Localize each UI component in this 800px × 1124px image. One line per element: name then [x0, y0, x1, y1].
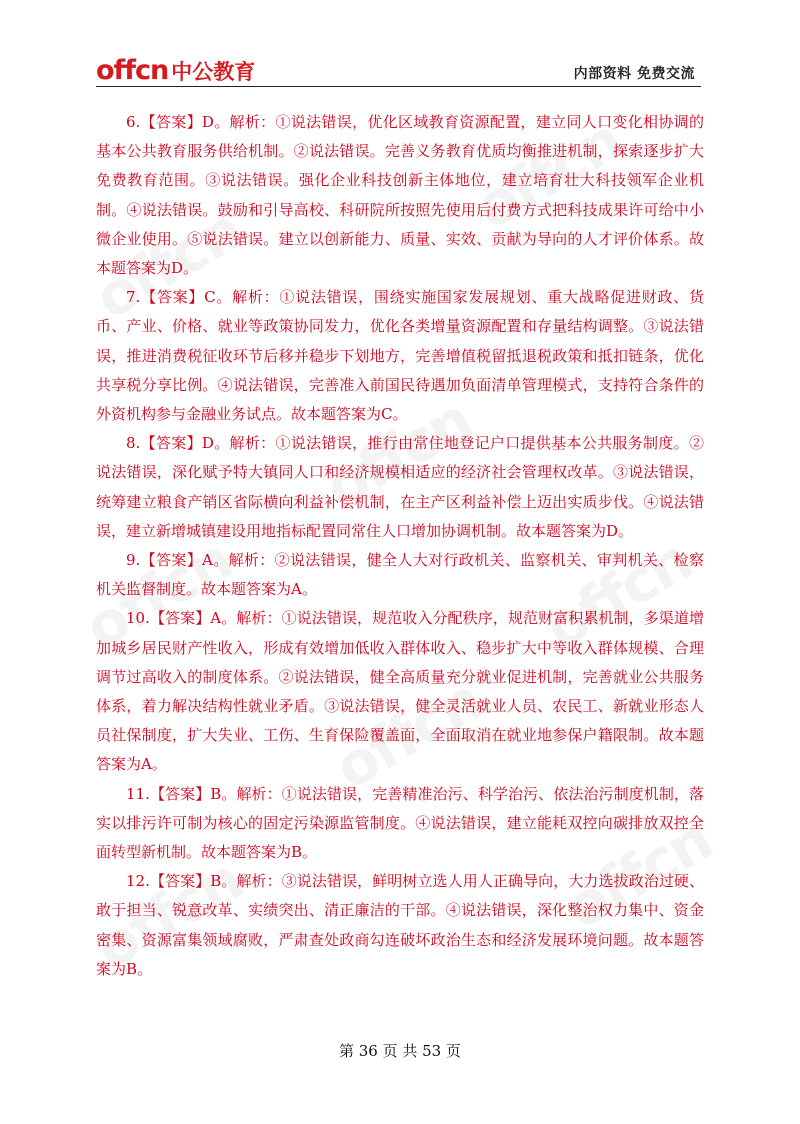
answer-content — [96, 108, 704, 984]
answer-paragraph-10: 10.【答案】A。解析：①说法错误，规范收入分配秩序，规范财富积累机制，多渠道增加城乡居民财产性收入，形成有效增加低收入群体收入、稳步扩大中等收入群体规模、合理调节过高收入的制度体系。②说法错误，健全高质量充分就业促进机制，完善就业公共服务体系，着力解决结构性就业矛盾。③说法错误，健全灵活就业人员、农民工、新就业形态人员社保制度，扩大失业、工伤、生育保险覆盖面，全面取消在就业地参保户籍限制。故本题答案为A。 — [96, 609, 704, 774]
answer-paragraph-11: 11.【答案】B。解析：①说法错误，完善精准治污、科学治污、依法治污制度机制，落实以排污许可制为核心的固定污染源监管制度。④说法错误，建立能耗双控向碳排放双控全面转型新机制。故本题答案为B。 — [96, 784, 704, 862]
answer-paragraph-12: 12.【答案】B。解析：③说法错误，鲜明树立选人用人正确导向，大力选拔政治过硬、敢于担当、锐意改革、实绩突出、清正廉洁的干部。④说法错误，深化整治权力集中、资金密集、资源富集领域腐败，严肃查处政商勾连破坏政治生态和经济发展环境问题。故本题答案为B。 — [96, 872, 704, 978]
page-number: 第 36 页 共 53 页 — [338, 1042, 461, 1060]
answer-paragraph-8: 8.【答案】D。解析：①说法错误，推行由常住地登记户口提供基本公共服务制度。②说法错误，深化赋予特大镇同人口和经济规模相适应的经济社会管理权改革。③说法错误，统筹建立粮食产销区省际横向利益补偿机制，在主产区利益补偿上迈出实质步伐。④说法错误，建立新增城镇建设用地指标配置同常住人口增加协调机制。故本题答案为D。 — [96, 434, 704, 540]
answer-paragraph-6: 6.【答案】D。解析：①说法错误，优化区域教育资源配置，建立同人口变化相协调的基本公共教育服务供给机制。②说法错误。完善义务教育优质均衡推进机制，探索逐步扩大免费教育范围。③说法错误。强化企业科技创新主体地位，建立培育壮大科技领军企业机制。④说法错误。鼓励和引导高校、科研院所按照先使用后付费方式把科技成果许可给中小微企业使用。⑤说法错误。建立以创新能力、质量、实效、贡献为导向的人才评价体系。故本题答案为D。 — [96, 113, 704, 278]
header-note: 内部资料 免费交流 — [573, 66, 695, 82]
answer-paragraph-7: 7.【答案】C。解析：①说法错误，围绕实施国家发展规划、重大战略促进财政、货币、产业、价格、就业等政策协同发力，优化各类增量资源配置和存量结构调整。③说法错误，推进消费税征收环节后移并稳步下划地方，完善增值税留抵退税政策和抵扣链条，优化共享税分享比例。④说法错误，完善准入前国民待遇加负面清单管理模式，支持符合条件的外资机构参与金融业务试点。故本题答案为C。 — [96, 288, 704, 424]
brand-logo — [96, 56, 255, 86]
page-header — [96, 55, 701, 87]
logo-chinese-name: 中公教育 — [171, 60, 256, 84]
logo-wordmark: offcn — [96, 55, 169, 86]
answer-paragraph-9: 9.【答案】A。解析：②说法错误，健全人大对行政机关、监察机关、审判机关、检察机关监督制度。故本题答案为A。 — [96, 551, 704, 599]
